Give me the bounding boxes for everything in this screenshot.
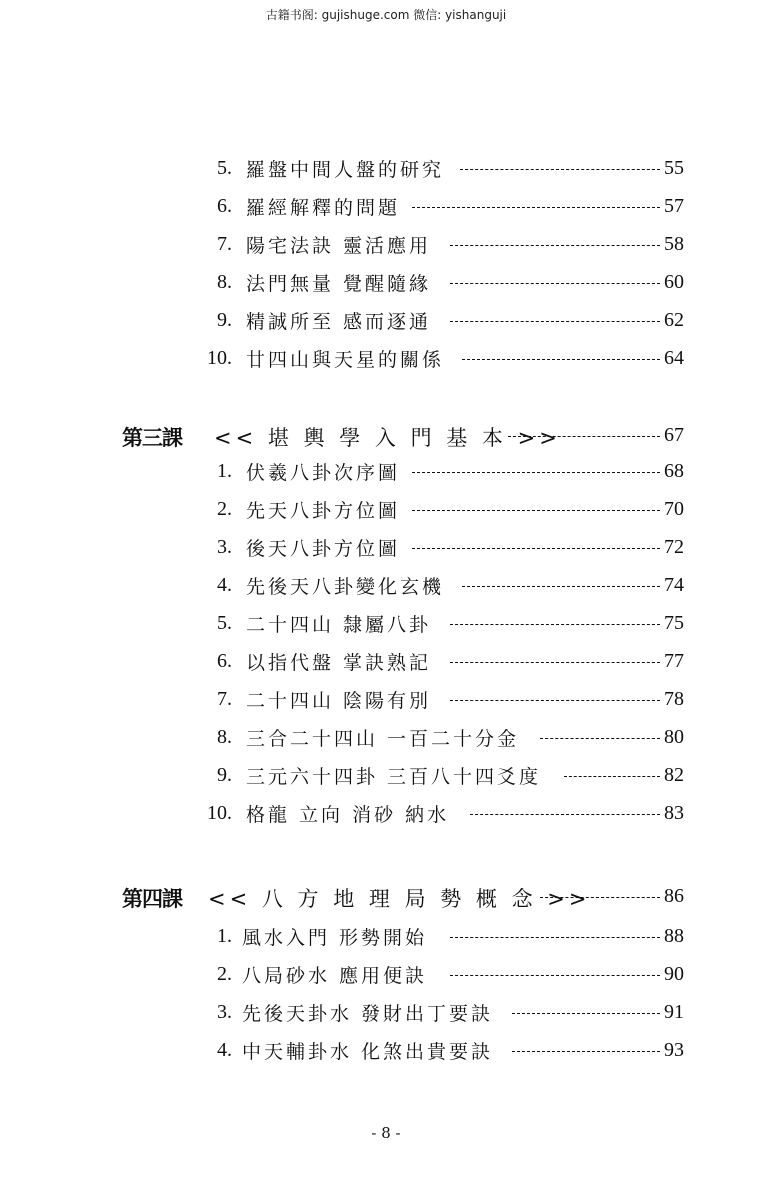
entry-number: 7. xyxy=(217,233,232,255)
entry-number: 9. xyxy=(217,764,232,786)
entry-title: 伏羲八卦次序圖 xyxy=(246,458,408,485)
toc-entry[interactable] xyxy=(0,153,772,191)
toc-entry[interactable] xyxy=(0,646,772,684)
entry-number: 5. xyxy=(217,157,232,179)
entry-title: 精誠所至 感而逐通 xyxy=(246,307,439,334)
toc-entry[interactable] xyxy=(0,921,772,959)
leader-dots xyxy=(512,1051,660,1052)
entry-title: 風水入門 形勢開始 xyxy=(242,923,435,950)
entry-page: 58 xyxy=(664,233,684,255)
toc-entry[interactable] xyxy=(0,305,772,343)
chapter-page: 86 xyxy=(664,885,684,907)
entry-page: 82 xyxy=(664,764,684,786)
entry-title: 格龍 立向 消砂 納水 xyxy=(246,800,457,827)
entry-page: 72 xyxy=(664,536,684,558)
entry-number: 6. xyxy=(217,650,232,672)
entry-title: 後天八卦方位圖 xyxy=(246,534,408,561)
leader-dots xyxy=(450,321,660,322)
leader-dots xyxy=(540,738,660,739)
entry-page: 68 xyxy=(664,460,684,482)
toc-entry[interactable] xyxy=(0,229,772,267)
entry-number: 7. xyxy=(217,688,232,710)
watermark-header: 古籍书阁: gujishuge.com 微信: yishanguji xyxy=(265,8,507,22)
entry-page: 90 xyxy=(664,963,684,985)
entry-number: 4. xyxy=(217,1039,232,1061)
leader-dots xyxy=(450,662,660,663)
entry-number: 1. xyxy=(217,460,232,482)
chapter-heading[interactable] xyxy=(0,881,772,919)
entry-title: 羅盤中間人盤的研究 xyxy=(246,155,452,182)
leader-dots xyxy=(412,472,660,473)
entry-title: 羅經解釋的問題 xyxy=(246,193,408,220)
entry-number: 3. xyxy=(217,536,232,558)
entry-page: 80 xyxy=(664,726,684,748)
entry-number: 1. xyxy=(217,925,232,947)
toc-entry[interactable] xyxy=(0,959,772,997)
leader-dots xyxy=(412,510,660,511)
entry-page: 57 xyxy=(664,195,684,217)
chapter-title: << 八 方 地 理 局 勢 概 念 >> xyxy=(208,887,591,911)
entry-page: 91 xyxy=(664,1001,684,1023)
toc-entry[interactable] xyxy=(0,1035,772,1073)
entry-title: 先天八卦方位圖 xyxy=(246,496,408,523)
entry-title: 以指代盤 掌訣熟記 xyxy=(246,648,439,675)
leader-dots xyxy=(470,814,660,815)
entry-page: 93 xyxy=(664,1039,684,1061)
leader-dots xyxy=(450,937,660,938)
leader-dots xyxy=(450,283,660,284)
leader-dots xyxy=(450,245,660,246)
entry-title: 八局砂水 應用便訣 xyxy=(242,961,435,988)
leader-dots xyxy=(450,975,660,976)
leader-dots xyxy=(460,169,660,170)
toc-entry[interactable] xyxy=(0,684,772,722)
entry-number: 3. xyxy=(217,1001,232,1023)
chapter-title: << 堪 輿 學 入 門 基 本 >> xyxy=(214,426,561,450)
toc-entry[interactable] xyxy=(0,570,772,608)
leader-dots xyxy=(512,1013,660,1014)
toc-entry[interactable] xyxy=(0,343,772,381)
leader-dots xyxy=(412,548,660,549)
leader-dots xyxy=(412,207,660,208)
leader-dots xyxy=(450,700,660,701)
entry-page: 78 xyxy=(664,688,684,710)
entry-page: 74 xyxy=(664,574,684,596)
entry-page: 83 xyxy=(664,802,684,824)
entry-title: 三合二十四山 一百二十分金 xyxy=(246,724,527,751)
toc-entry[interactable] xyxy=(0,798,772,836)
entry-number: 4. xyxy=(217,574,232,596)
toc-entry[interactable] xyxy=(0,997,772,1035)
entry-title: 二十四山 陰陽有別 xyxy=(246,686,439,713)
chapter-label: 第四課 xyxy=(122,887,182,911)
toc-entry[interactable] xyxy=(0,456,772,494)
entry-title: 三元六十四卦 三百八十四爻度 xyxy=(246,762,549,789)
entry-page: 77 xyxy=(664,650,684,672)
entry-page: 70 xyxy=(664,498,684,520)
entry-page: 88 xyxy=(664,925,684,947)
toc-entry[interactable] xyxy=(0,494,772,532)
entry-page: 75 xyxy=(664,612,684,634)
leader-dots xyxy=(462,586,660,587)
entry-number: 2. xyxy=(217,498,232,520)
entry-page: 62 xyxy=(664,309,684,331)
entry-number: 5. xyxy=(217,612,232,634)
entry-number: 8. xyxy=(217,726,232,748)
entry-title: 中天輔卦水 化煞出貴要訣 xyxy=(242,1037,501,1064)
toc-entry[interactable] xyxy=(0,267,772,305)
toc-entry[interactable] xyxy=(0,760,772,798)
toc-entry[interactable] xyxy=(0,532,772,570)
leader-dots xyxy=(450,624,660,625)
chapter-heading[interactable] xyxy=(0,420,772,458)
page-number: - 8 - xyxy=(371,1124,401,1142)
entry-title: 陽宅法訣 靈活應用 xyxy=(246,231,439,258)
entry-number: 2. xyxy=(217,963,232,985)
entry-title: 廿四山與天星的關係 xyxy=(246,345,452,372)
chapter-label: 第三課 xyxy=(122,426,182,450)
toc-entry[interactable] xyxy=(0,191,772,229)
entry-page: 60 xyxy=(664,271,684,293)
entry-number: 8. xyxy=(217,271,232,293)
entry-title: 二十四山 隸屬八卦 xyxy=(246,610,439,637)
toc-entry[interactable] xyxy=(0,722,772,760)
entry-title: 先後天卦水 發財出丁要訣 xyxy=(242,999,501,1026)
entry-number: 10. xyxy=(207,802,232,824)
entry-page: 64 xyxy=(664,347,684,369)
toc-entry[interactable] xyxy=(0,608,772,646)
entry-number: 6. xyxy=(217,195,232,217)
chapter-page: 67 xyxy=(664,424,684,446)
entry-number: 10. xyxy=(207,347,232,369)
leader-dots xyxy=(462,359,660,360)
entry-title: 先後天八卦變化玄機 xyxy=(246,572,452,599)
leader-dots xyxy=(564,776,660,777)
entry-title: 法門無量 覺醒隨緣 xyxy=(246,269,439,296)
entry-page: 55 xyxy=(664,157,684,179)
entry-number: 9. xyxy=(217,309,232,331)
